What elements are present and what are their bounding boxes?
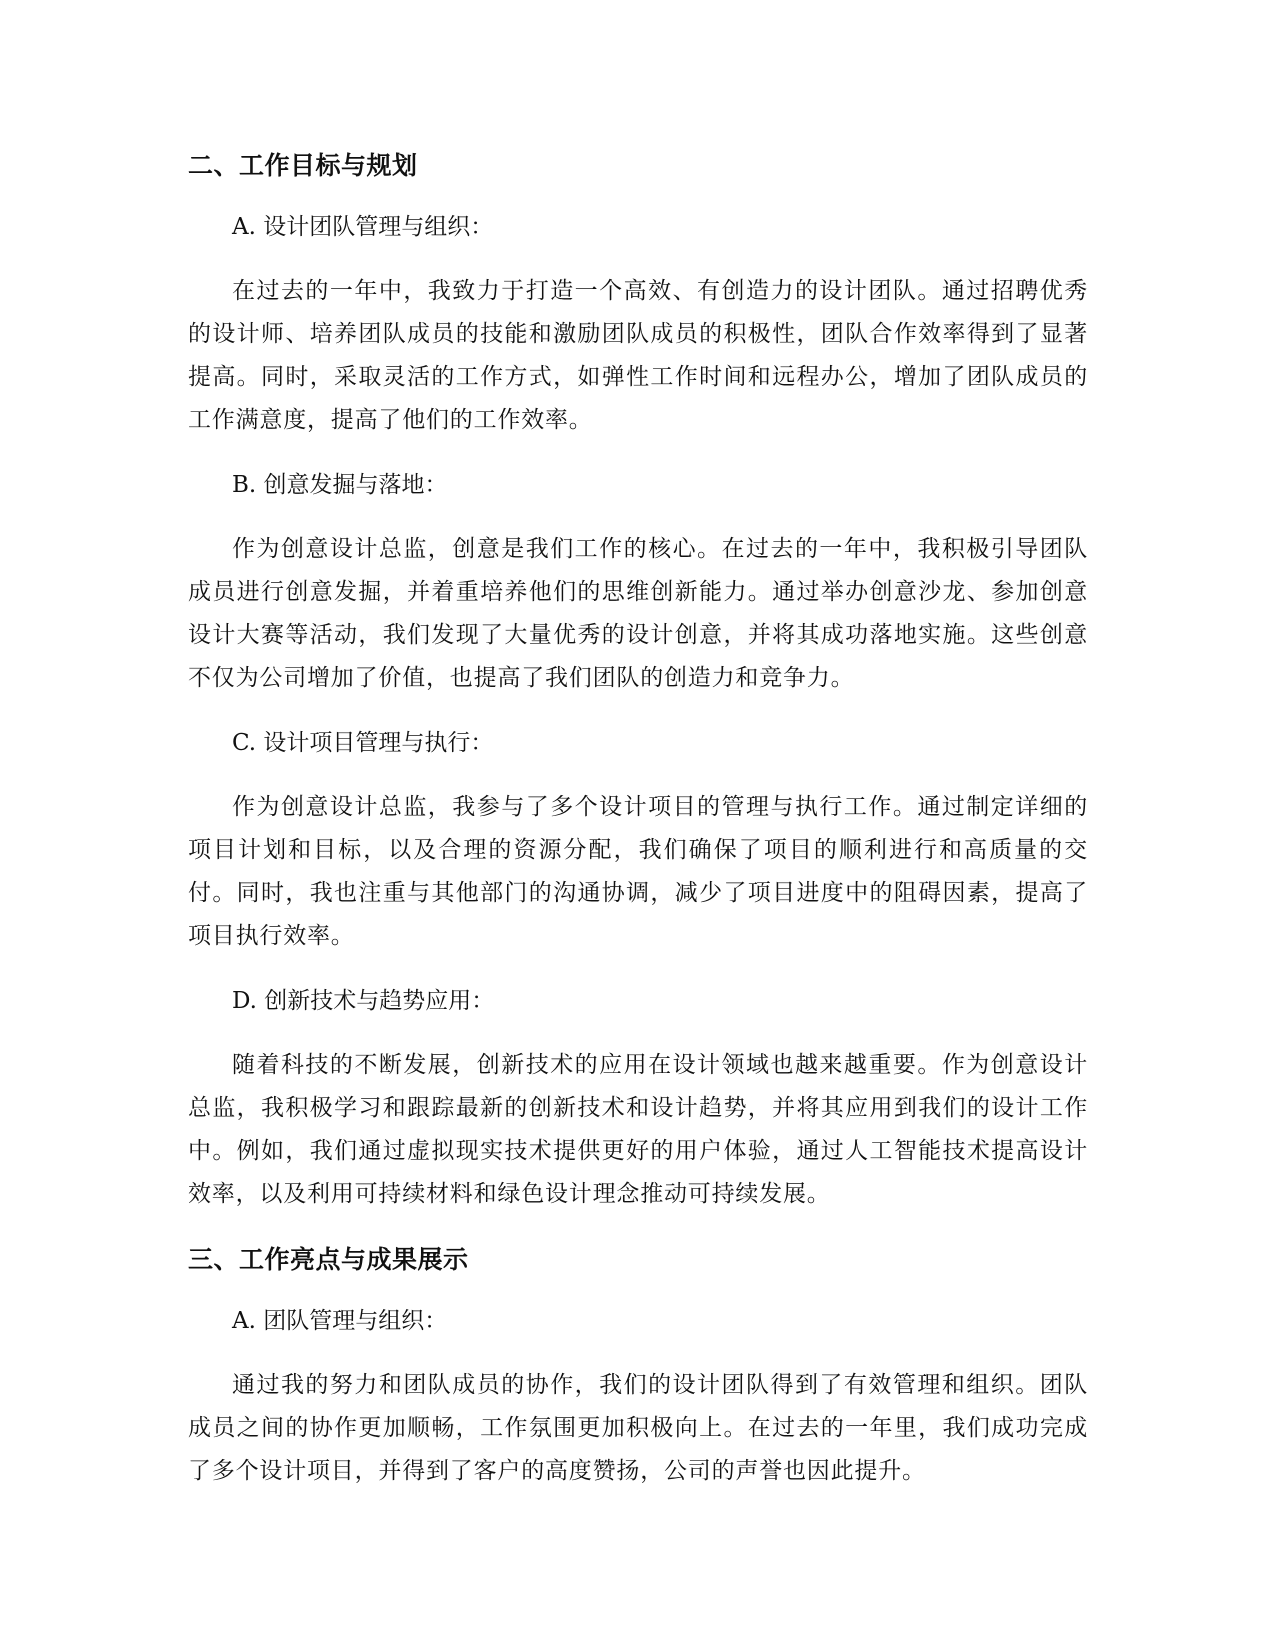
subheading-team-organization: A. 团队管理与组织： <box>232 1308 448 1334</box>
subheading-team-management: A. 设计团队管理与组织： <box>232 214 494 240</box>
section-heading-highlights: 三、工作亮点与成果展示 <box>188 1245 469 1274</box>
subheading-innovation-tech: D. 创新技术与趋势应用： <box>232 988 495 1014</box>
document-body <box>188 148 1088 1519</box>
paragraph-creative-discovery: 作为创意设计总监，创意是我们工作的核心。在过去的一年中，我积极引导团队成员进行创意发掘，并着重培养他们的思维创新能力。通过举办创意沙龙、参加创意设计大赛等活动，我们发现了大量优秀的设计创意，并将其成功落地实施。这些创意不仅为公司增加了价值，也提高了我们团队的创造力和竞争力。 <box>188 536 1088 691</box>
paragraph-team-organization: 通过我的努力和团队成员的协作，我们的设计团队得到了有效管理和组织。团队成员之间的协作更加顺畅，工作氛围更加积极向上。在过去的一年里，我们成功完成了多个设计项目，并得到了客户的高度赞扬，公司的声誉也因此提升。 <box>188 1372 1088 1484</box>
subheading-project-management: C. 设计项目管理与执行： <box>232 730 494 756</box>
paragraph-team-management: 在过去的一年中，我致力于打造一个高效、有创造力的设计团队。通过招聘优秀的设计师、培养团队成员的技能和激励团队成员的积极性，团队合作效率得到了显著提高。同时，采取灵活的工作方式，如弹性工作时间和远程办公，增加了团队成员的工作满意度，提高了他们的工作效率。 <box>188 278 1088 433</box>
section-heading-goals: 二、工作目标与规划 <box>188 151 418 180</box>
paragraph-innovation-tech: 随着科技的不断发展，创新技术的应用在设计领域也越来越重要。作为创意设计总监，我积极学习和跟踪最新的创新技术和设计趋势，并将其应用到我们的设计工作中。例如，我们通过虚拟现实技术提供更好的用户体验，通过人工智能技术提高设计效率，以及利用可持续材料和绿色设计理念推动可持续发展。 <box>188 1052 1088 1207</box>
paragraph-project-management: 作为创意设计总监，我参与了多个设计项目的管理与执行工作。通过制定详细的项目计划和目标，以及合理的资源分配，我们确保了项目的顺利进行和高质量的交付。同时，我也注重与其他部门的沟通协调，减少了项目进度中的阻碍因素，提高了项目执行效率。 <box>188 794 1088 949</box>
subheading-creative-discovery: B. 创意发掘与落地： <box>232 472 448 498</box>
